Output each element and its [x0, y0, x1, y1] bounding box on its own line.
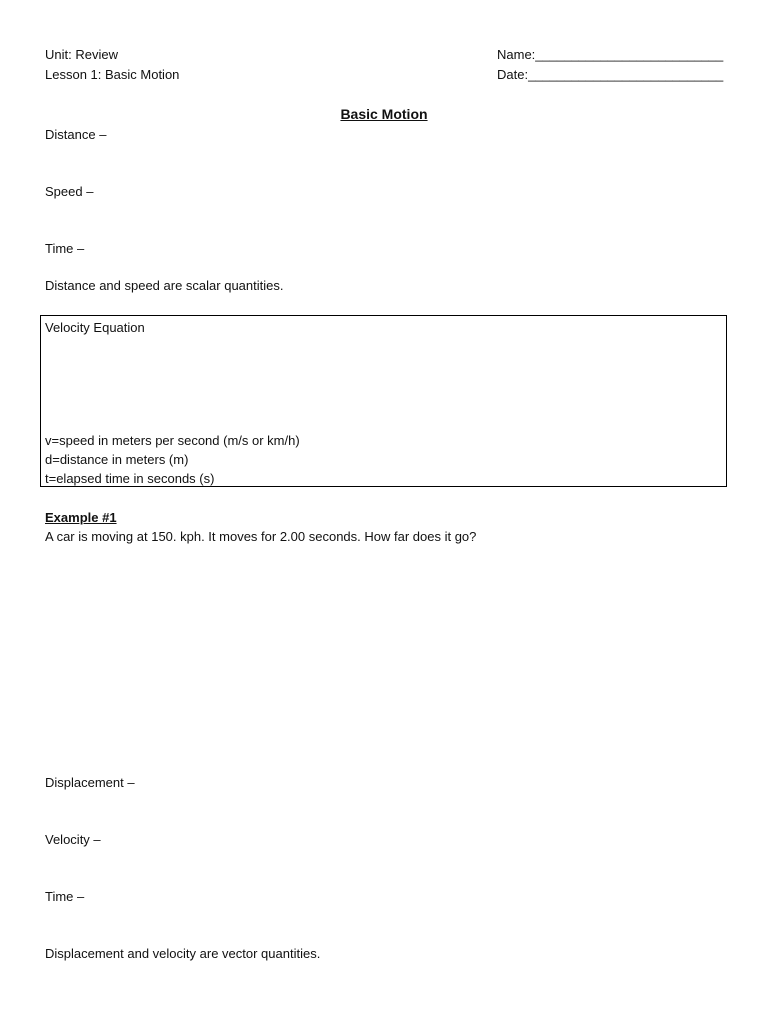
distance-definition: Distance – — [45, 127, 107, 142]
unit-label: Unit: Review — [45, 47, 118, 62]
example-heading: Example #1 — [45, 510, 117, 525]
distance-variable-definition: d=distance in meters (m) — [45, 452, 189, 467]
vector-note: Displacement and velocity are vector quantities. — [45, 946, 321, 961]
example-question: A car is moving at 150. kph. It moves for 2.00 seconds. How far does it go? — [45, 529, 477, 544]
speed-definition: Speed – — [45, 184, 94, 199]
velocity-equation-box — [40, 315, 727, 487]
time-variable-definition: t=elapsed time in seconds (s) — [45, 471, 215, 486]
name-field[interactable]: Name:__________________________ — [497, 47, 724, 62]
displacement-definition: Displacement – — [45, 775, 135, 790]
time-definition-2: Time – — [45, 889, 85, 904]
lesson-label: Lesson 1: Basic Motion — [45, 67, 180, 82]
velocity-equation-heading: Velocity Equation — [45, 320, 145, 335]
velocity-definition: Velocity – — [45, 832, 101, 847]
time-definition: Time – — [45, 241, 85, 256]
scalar-note: Distance and speed are scalar quantities. — [45, 278, 284, 293]
page-title: Basic Motion — [340, 106, 428, 122]
velocity-variable-definition: v=speed in meters per second (m/s or km/h) — [45, 433, 300, 448]
date-field[interactable]: Date:___________________________ — [497, 67, 724, 82]
